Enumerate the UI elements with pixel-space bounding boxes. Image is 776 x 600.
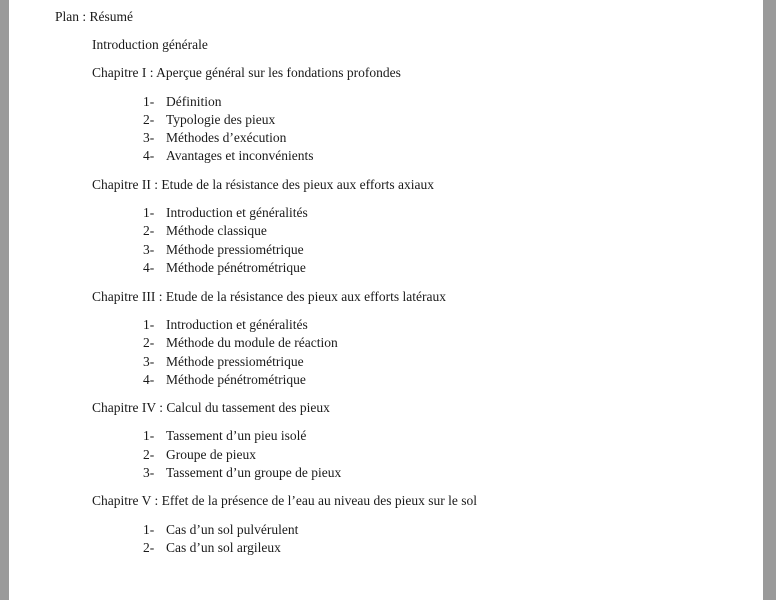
list-item [143,428,306,444]
list-item [143,94,222,110]
item-text: Typologie des pieux [166,112,276,127]
list-item [143,465,341,481]
list-item [143,447,256,463]
chapter-3-title: Chapitre III : Etude de la résistance des pieux aux efforts latéraux [92,289,446,304]
list-item [143,540,281,556]
list-item [143,317,308,333]
item-text: Méthode du module de réaction [166,335,338,350]
item-number: 3- [143,465,155,480]
list-item [143,205,308,221]
item-number: 2- [143,540,155,555]
introduction-heading: Introduction générale [92,37,208,52]
plan-title: Plan : Résumé [55,9,133,24]
item-text: Tassement d’un pieu isolé [166,428,307,443]
item-text: Introduction et généralités [166,317,308,332]
item-number: 1- [143,317,155,332]
item-text: Méthode pénétrométrique [166,372,306,387]
list-item [143,148,313,164]
item-text: Cas d’un sol pulvérulent [166,522,299,537]
list-item [143,354,304,370]
item-text: Méthode pénétrométrique [166,260,306,275]
document-page [9,0,763,600]
item-text: Méthode pressiométrique [166,242,304,257]
list-item [143,242,304,258]
chapter-5-title: Chapitre V : Effet de la présence de l’eau au niveau des pieux sur le sol [92,493,477,508]
list-item [143,260,306,276]
item-number: 1- [143,94,155,109]
list-item [143,223,267,239]
item-text: Méthode classique [166,223,267,238]
item-number: 2- [143,335,155,350]
item-number: 1- [143,522,155,537]
item-text: Définition [166,94,222,109]
item-number: 1- [143,205,155,220]
chapter-2-title: Chapitre II : Etude de la résistance des pieux aux efforts axiaux [92,177,435,192]
item-number: 3- [143,130,155,145]
item-number: 4- [143,260,155,275]
item-number: 3- [143,354,155,369]
item-number: 2- [143,112,155,127]
item-number: 2- [143,447,155,462]
list-item [143,522,298,538]
item-text: Avantages et inconvénients [166,148,314,163]
item-number: 4- [143,372,155,387]
list-item [143,112,275,128]
item-text: Introduction et généralités [166,205,308,220]
list-item [143,372,306,388]
item-number: 1- [143,428,155,443]
item-text: Tassement d’un groupe de pieux [166,465,342,480]
list-item [143,335,338,351]
chapter-4-title: Chapitre IV : Calcul du tassement des pieux [92,400,330,415]
chapter-1-title: Chapitre I : Aperçue général sur les fondations profondes [92,65,401,80]
item-text: Méthode pressiométrique [166,354,304,369]
item-number: 2- [143,223,155,238]
item-number: 3- [143,242,155,257]
item-text: Cas d’un sol argileux [166,540,281,555]
item-text: Groupe de pieux [166,447,256,462]
item-text: Méthodes d’exécution [166,130,287,145]
item-number: 4- [143,148,155,163]
list-item [143,130,286,146]
